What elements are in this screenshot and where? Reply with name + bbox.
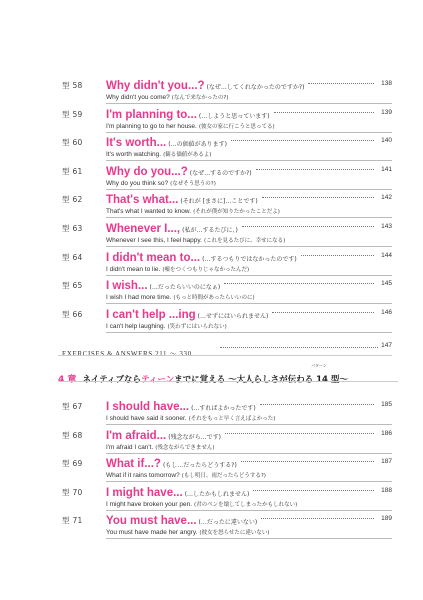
example-sentence xyxy=(106,322,227,330)
pattern-text: I might have... xyxy=(106,486,183,499)
dotted-leader xyxy=(261,518,374,519)
dotted-leader xyxy=(301,255,374,256)
chapter-ruby: パターン xyxy=(311,363,327,368)
pattern-number: 型 66 xyxy=(62,309,83,319)
toc-entry[interactable] xyxy=(62,163,392,193)
toc-entry[interactable] xyxy=(62,77,392,107)
pattern-heading xyxy=(106,249,297,266)
toc-entry[interactable] xyxy=(62,191,392,221)
chapter-title-accent: ティーン xyxy=(141,375,175,385)
pattern-heading xyxy=(106,512,257,529)
example-japanese: (もっと時間があったらいいのに) xyxy=(173,295,255,302)
pattern-number: 型 70 xyxy=(62,487,83,497)
dotted-leader xyxy=(242,226,374,227)
example-sentence xyxy=(106,236,285,244)
pattern-text: I didn't mean to... xyxy=(106,251,201,264)
pattern-heading xyxy=(106,306,268,323)
page-number: 186 xyxy=(381,429,392,437)
pattern-translation: (…すればよかったです) xyxy=(191,405,256,412)
divider xyxy=(106,481,392,482)
pattern-text: What if...? xyxy=(106,458,161,471)
page-number: 141 xyxy=(381,165,392,173)
dotted-leader xyxy=(272,312,374,313)
page-number: 144 xyxy=(381,251,392,259)
toc-entry[interactable] xyxy=(62,220,392,250)
example-sentence xyxy=(106,500,297,508)
pattern-text: Why do you...? xyxy=(106,165,188,178)
pattern-text: It's worth... xyxy=(106,137,167,150)
toc-entry[interactable] xyxy=(62,455,392,485)
dotted-leader xyxy=(260,404,374,405)
dotted-leader xyxy=(274,112,374,113)
example-english: Whenever I see this, I feel happy. xyxy=(106,237,202,244)
toc-entry[interactable] xyxy=(62,398,392,428)
page-number: 139 xyxy=(381,108,392,116)
toc-entry[interactable] xyxy=(62,277,392,307)
pattern-number: 型 67 xyxy=(62,402,83,411)
pattern-text: I should have... xyxy=(106,401,190,413)
dotted-leader xyxy=(231,140,374,141)
pattern-heading xyxy=(106,191,258,208)
divider xyxy=(58,381,398,382)
page-number: 188 xyxy=(381,486,392,494)
pattern-heading xyxy=(106,398,256,415)
toc-entry[interactable] xyxy=(62,512,392,542)
pattern-translation: (…だったらいいのになぁ) xyxy=(149,284,221,292)
page-number: 185 xyxy=(381,401,392,408)
example-japanese: (もし明日、雨だったらどうする?) xyxy=(181,473,266,480)
dotted-leader xyxy=(262,197,374,198)
example-sentence xyxy=(106,207,280,215)
toc-entry[interactable] xyxy=(62,427,392,457)
example-sentence xyxy=(106,265,249,273)
divider xyxy=(106,132,392,133)
exercises-label: EXERCISES & ANSWERS 211 〜 330 xyxy=(62,350,192,358)
pattern-text: Why didn't you...? xyxy=(106,80,205,92)
dotted-leader xyxy=(256,169,374,170)
pattern-number: 型 68 xyxy=(62,430,83,440)
example-japanese: (笑わずにはいられない) xyxy=(167,323,227,330)
pattern-number: 型 65 xyxy=(62,281,83,291)
example-sentence xyxy=(106,293,255,301)
divider xyxy=(106,246,392,247)
page-number: 143 xyxy=(381,223,392,230)
toc-entry[interactable] xyxy=(62,106,392,136)
example-japanese: (残念ながらできません) xyxy=(155,444,215,451)
pattern-heading xyxy=(106,220,238,237)
example-japanese: (嘘をつくつもりじゃなかったんだ) xyxy=(162,266,250,273)
pattern-translation: (もし…だったらどうする?) xyxy=(162,462,237,470)
divider xyxy=(106,189,392,190)
divider xyxy=(106,275,392,276)
pattern-number: 型 61 xyxy=(62,166,83,176)
chapter-number: 4 章 xyxy=(58,375,77,385)
example-japanese: (それが僕が知りたかったことだよ) xyxy=(193,209,280,216)
example-sentence xyxy=(106,122,275,130)
example-sentence xyxy=(106,443,215,451)
dotted-leader xyxy=(224,283,374,284)
page-number: 146 xyxy=(381,308,392,316)
example-japanese: (これを見るたびに、幸せになる) xyxy=(204,238,286,244)
example-english: What if it rains tomorrow? xyxy=(106,472,180,480)
pattern-text: That's what... xyxy=(106,194,179,207)
toc-entry[interactable] xyxy=(62,249,392,279)
page-number: 189 xyxy=(381,515,392,523)
chapter-title xyxy=(82,375,348,385)
page-number: 145 xyxy=(381,280,392,288)
example-japanese: (なんで来なかったの?) xyxy=(171,95,229,101)
example-english: It's worth watching. xyxy=(106,151,162,159)
example-english: Why didn't you come? xyxy=(106,94,170,101)
pattern-translation: (私が…するたびに、) xyxy=(182,227,238,234)
chapter-title-pre: ネイティブなら xyxy=(82,375,142,385)
pattern-translation: (残念ながら…です) xyxy=(168,433,221,441)
dotted-leader xyxy=(253,490,374,491)
pattern-text: I wish... xyxy=(106,280,148,293)
dotted-leader xyxy=(308,83,374,84)
pattern-heading xyxy=(106,163,252,180)
dotted-leader xyxy=(220,347,378,348)
pattern-heading xyxy=(106,484,249,501)
pattern-number: 型 59 xyxy=(62,109,83,119)
divider xyxy=(106,424,392,425)
pattern-text: I can't help ...ing xyxy=(106,308,196,321)
divider xyxy=(106,103,392,104)
pattern-translation: (…の価値があります) xyxy=(168,141,227,149)
example-sentence xyxy=(106,414,275,422)
example-english: Why do you think so? xyxy=(106,179,169,187)
pattern-translation: (なぜ…するのですか?) xyxy=(189,169,252,177)
example-english: I'm planning to go to her house. xyxy=(106,122,197,130)
divider xyxy=(106,303,392,304)
pattern-heading xyxy=(106,427,221,444)
divider xyxy=(106,510,392,511)
pattern-translation: (なぜ…してくれなかったのですか?) xyxy=(206,84,305,91)
dotted-leader xyxy=(241,461,374,462)
divider xyxy=(106,160,392,161)
pattern-translation: (…するつもりではなかったのです) xyxy=(202,255,297,263)
pattern-text: I'm planning to... xyxy=(106,108,197,121)
example-sentence xyxy=(106,528,270,536)
pattern-heading xyxy=(106,277,220,294)
pattern-number: 型 71 xyxy=(62,516,83,526)
example-english: I can't help laughing. xyxy=(106,322,166,330)
example-japanese: (彼女を怒らせたに違いない) xyxy=(199,530,270,537)
exercises-page-number: 147 xyxy=(381,342,392,349)
toc-entry[interactable] xyxy=(62,134,392,164)
divider xyxy=(106,538,392,539)
example-japanese: (君のペンを壊してしまったかもしれない) xyxy=(194,501,298,508)
example-english: I should have said it sooner. xyxy=(106,415,187,422)
page-number: 140 xyxy=(381,137,392,145)
pattern-heading xyxy=(106,77,304,94)
toc-entry[interactable] xyxy=(62,484,392,514)
pattern-number: 型 62 xyxy=(62,195,83,205)
pattern-number: 型 60 xyxy=(62,138,83,148)
chapter-title-post: までに覚える 〜大人らしさが伝わる 14 型〜 xyxy=(174,375,348,385)
pattern-heading xyxy=(106,134,227,151)
exercises-entry[interactable] xyxy=(62,341,392,358)
pattern-translation: (…したかもしれません) xyxy=(184,490,250,498)
example-english: You must have made her angry. xyxy=(106,529,198,537)
example-english: I'm afraid I can't. xyxy=(106,443,154,451)
example-japanese: (観る価値があるよ) xyxy=(163,152,212,159)
example-sentence xyxy=(106,150,211,158)
divider xyxy=(106,332,392,333)
pattern-number: 型 64 xyxy=(62,252,83,262)
example-english: I wish I had more time. xyxy=(106,294,172,302)
example-sentence xyxy=(106,471,266,479)
pattern-number: 型 63 xyxy=(62,224,83,233)
example-japanese: (なぜそう思うの?) xyxy=(170,180,216,187)
example-english: I might have broken your pen. xyxy=(106,500,192,508)
pattern-translation: (…だったに違いない) xyxy=(198,519,258,527)
pattern-number: 型 69 xyxy=(62,459,83,469)
page-number: 187 xyxy=(381,458,392,466)
example-english: That's what I wanted to know. xyxy=(106,208,192,216)
example-sentence xyxy=(106,93,228,101)
page-number: 138 xyxy=(381,80,392,87)
pattern-text: I'm afraid... xyxy=(106,429,167,442)
pattern-text: Whenever I..., xyxy=(106,223,181,235)
toc-entry[interactable] xyxy=(62,306,392,336)
example-japanese: (それをもっと早く言えばよかった) xyxy=(188,416,276,422)
example-english: I didn't mean to lie. xyxy=(106,265,161,273)
pattern-translation: (…しようと思っています) xyxy=(198,112,270,120)
divider xyxy=(106,453,392,454)
page-number: 142 xyxy=(381,194,392,202)
pattern-translation: (それが [まさに]…ことです) xyxy=(180,198,258,206)
divider xyxy=(106,217,392,218)
dotted-leader xyxy=(225,433,374,434)
example-sentence xyxy=(106,179,216,187)
pattern-heading xyxy=(106,106,270,123)
pattern-heading xyxy=(106,455,237,472)
pattern-number: 型 58 xyxy=(62,81,83,90)
example-japanese: (彼女の家に行こうと思ってる) xyxy=(198,123,275,130)
divider xyxy=(58,355,392,356)
pattern-translation: (…せずにはいられません) xyxy=(197,312,269,320)
pattern-text: You must have... xyxy=(106,515,197,528)
chapter-heading[interactable] xyxy=(58,363,398,385)
